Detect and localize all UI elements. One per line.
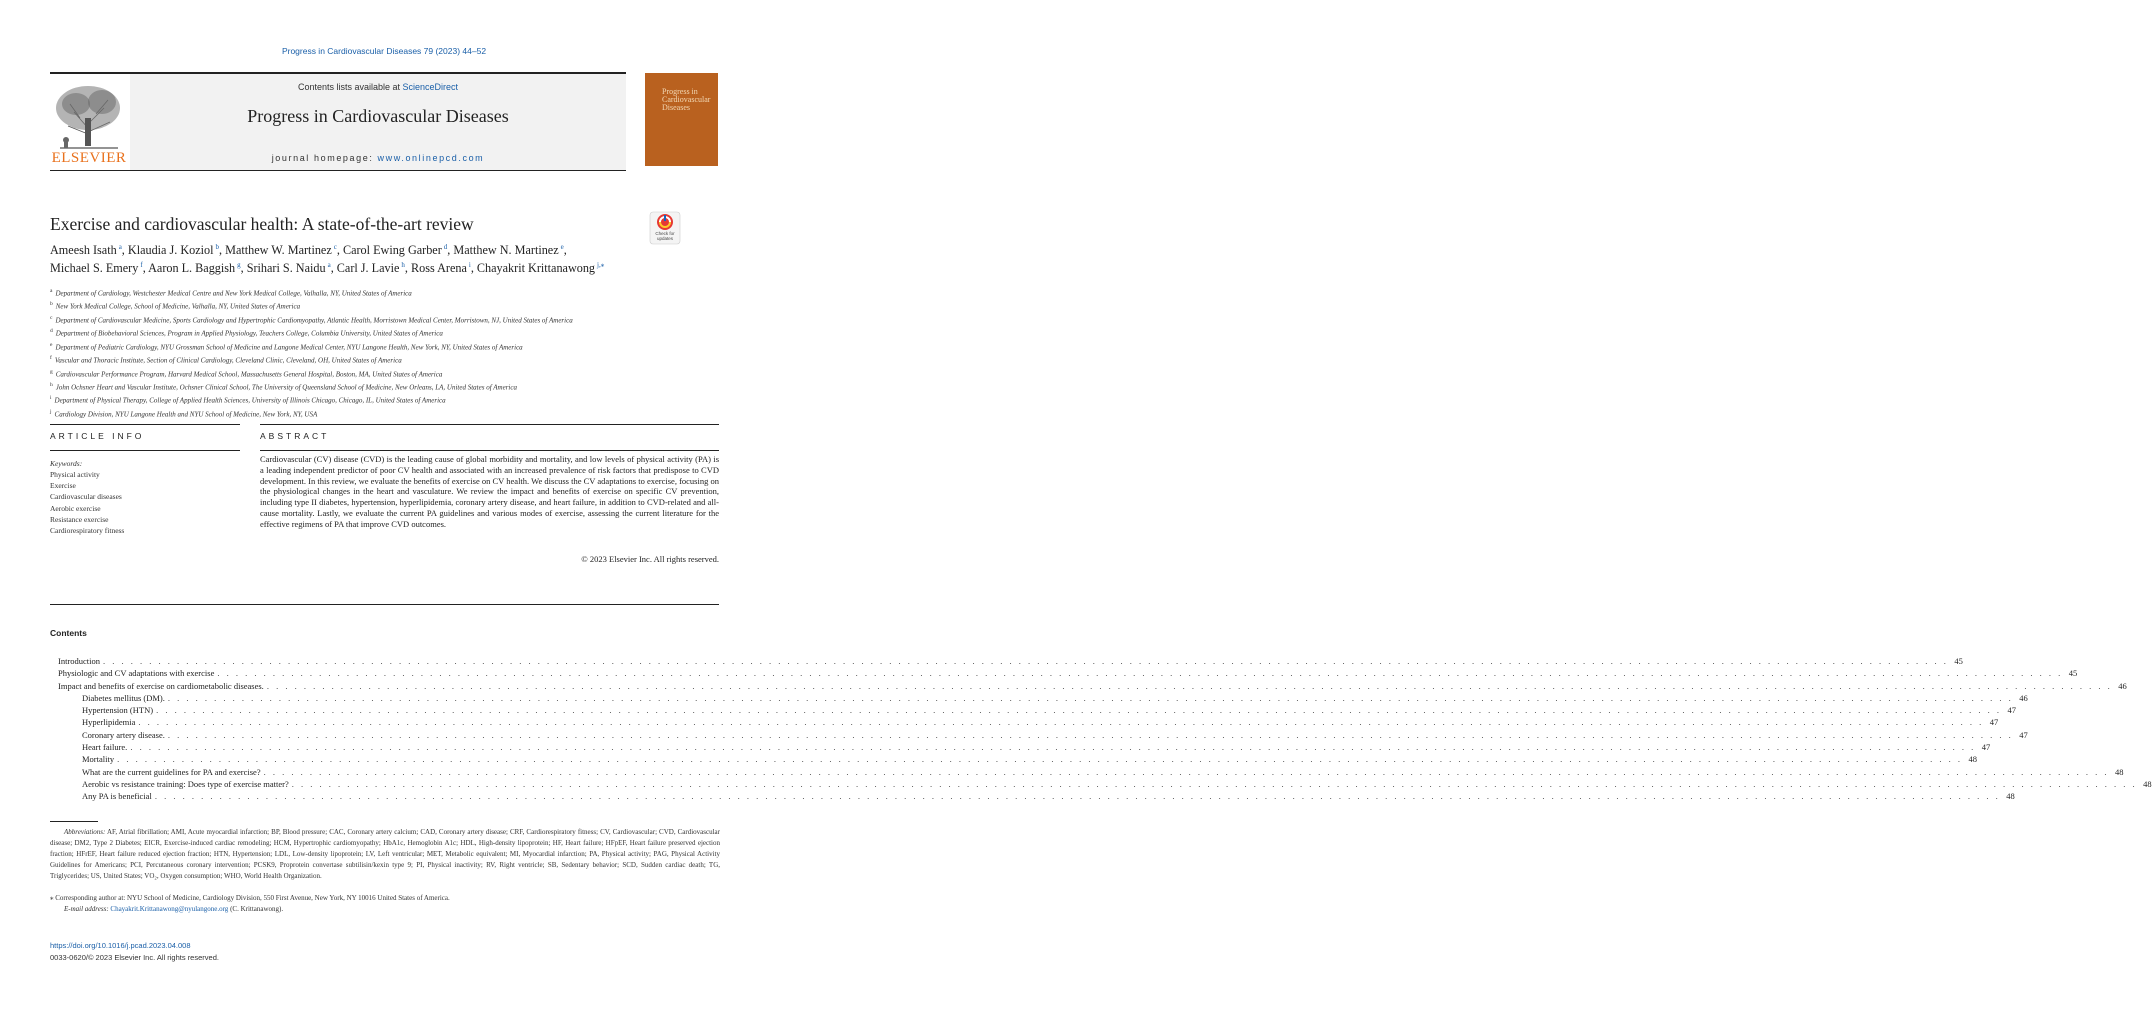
affiliation-item [50, 299, 720, 312]
toc-entry-page: 48 [2143, 778, 2152, 789]
author-name[interactable]: Aaron L. Baggish [148, 261, 236, 276]
toc-entry-label: Any PA is beneficial [82, 791, 152, 802]
author-affiliation-marker[interactable]: h [401, 261, 405, 269]
contents-available-prefix: Contents lists available at [297, 82, 403, 92]
doi-link[interactable]: https://doi.org/10.1016/j.pcad.2023.04.008 [50, 941, 191, 950]
toc-entry[interactable] [58, 729, 2028, 741]
keyword-item: Exercise [50, 481, 76, 491]
toc-leader-dots: . . . . . . . . . . . . . . . . . . . . . . . . . . . . . . . . . . . . . . . . . . . . . . . . . . . . . . . . . . . . . . . . . . . . . . . . . . . . . . . . . . . . . . . . . . . . . . . . . . . . . . . . . . . . . . . . . . . . . . . . . . . . . . . . . . . . . . . . . . . . . . . . . . . . . . . . . . . . . . . . . . . . . . . . . . . . . . . . . . . . . . . . . . . . . . . . . . . . . . . . [167, 729, 2014, 740]
author-separator: , [121, 243, 128, 258]
affiliation-marker: g [50, 368, 53, 375]
toc-entry[interactable] [58, 716, 1999, 728]
affiliation-marker: f [50, 355, 52, 362]
toc-entry-page: 47 [1989, 717, 1999, 728]
affiliation-marker: h [50, 381, 53, 388]
abbreviations-text: AF, Atrial fibrillation; AMI, Acute myocardial infarction; BP, Blood pressure; CAC, Coronary artery calcium; CAD, Coronary artery disease; CRF, Cardiorespiratory fitness; CV, Cardiovascular; CVD, Cardiovascular disease; DM2, Type 2 Diabetes; EICR, Exercise-induced cardiac remodeling; HCM, Hypertrophic cardiomyopathy; HbA1c, Hemoglobin A1c; HDL, High-density lipoprotein; HF, Heart failure; HFpEF, Heart failure preserved ejection fraction; HFrEF, Heart failure reduced ejection fraction; HTN, Hypertension; LDL, Low-density lipoprotein; LV, Left ventricular; MET, Metabolic equivalent; MI, Myocardial infarction; PA, Physical activity; PAG, Physical Activity Guidelines for Americans; PCI, Percutaneous coronary intervention; PCSK9, Proprotein convertase subtilisin/kexin type 9; PI, Physical inactivity; RV, Right ventricle; SB, Sedentary behavior; SCD, Sudden cardiac death; TG, Triglycerides; US, United States; VO₂, Oxygen consumption; WHO, World Health Organization. [50, 828, 720, 881]
toc-leader-dots: . . . . . . . . . . . . . . . . . . . . . . . . . . . . . . . . . . . . . . . . . . . . . . . . . . . . . . . . . . . . . . . . . . . . . . . . . . . . . . . . . . . . . . . . . . . . . . . . . . . . . . . . . . . . . . . . . . . . . . . . . . . . . . . . . . . . . . . . . . . . . . . . . . . . . . . . . . . . . . . . . . . . . . . . . . . . . . . . . . . . . . . . . . . . . . . . . . . . . . . . [103, 656, 1949, 666]
toc-entry-label: Hyperlipidemia [82, 717, 136, 728]
abstract-text: Cardiovascular (CV) disease (CVD) is the leading cause of global morbidity and mortality, and low levels of physical activity (PA) is a leading independent predictor of poor CV health and associated with an increased prevalence of risk factors that predispose to CVD development. In this review, we evaluate the benefits of exercise on CV health. We discuss the CV adaptations to exercise, focusing on the physiological changes in the heart and vasculature. We review the impact and benefits of exercise on specific CV prevention, including type II diabetes, hypertension, hyperlipidemia, coronary artery disease, and heart failure, in addition to CVD-related and all-cause mortality. Lastly, we evaluate the current PA guidelines and various modes of exercise, assessing the current literature for the effective regimens of PA that improve CVD outcomes. [260, 454, 719, 529]
check-for-updates-label [646, 231, 684, 241]
cover-title-line: Progress in [662, 87, 698, 96]
corresponding-author-text: ⁎ Corresponding author at: NYU School of Medicine, Cardiology Division, 550 First Avenue, New York, NY 10016 United States of America. [50, 894, 450, 902]
affiliation-item [50, 313, 720, 326]
check-label-line: Check for [655, 231, 675, 236]
keyword-item: Cardiorespiratory fitness [50, 526, 125, 536]
cover-title-line: Diseases [662, 103, 690, 112]
author-name[interactable]: Michael S. Emery [50, 261, 139, 276]
affiliation-item [50, 353, 720, 366]
author-separator: , [240, 261, 247, 276]
toc-leader-dots: . . . . . . . . . . . . . . . . . . . . . . . . . . . . . . . . . . . . . . . . . . . . . . . . . . . . . . . . . . . . . . . . . . . . . . . . . . . . . . . . . . . . . . . . . . . . . . . . . . . . . . . . . . . . . . . . . . . . . . . . . . . . . . . . . . . . . . . . . . . . . . . . . . . . . . . . . . . . . . . . . . . . . . . . . . . . . . . . . . . . . . . . . . . . . . . . . . . . . . . . [117, 754, 1963, 765]
author-name[interactable]: Matthew N. Martinez [453, 243, 559, 258]
toc-entry[interactable] [58, 766, 2124, 778]
affiliation-marker: e [50, 341, 53, 348]
author-affiliation-marker[interactable]: a [327, 261, 331, 269]
author-name[interactable]: Chayakrit Krittanawong [476, 261, 596, 276]
toc-entry-label: Introduction [58, 656, 101, 666]
author-affiliation-marker[interactable]: c [333, 243, 337, 251]
author-separator: , [219, 243, 226, 258]
toc-leader-dots: . . . . . . . . . . . . . . . . . . . . . . . . . . . . . . . . . . . . . . . . . . . . . . . . . . . . . . . . . . . . . . . . . . . . . . . . . . . . . . . . . . . . . . . . . . . . . . . . . . . . . . . . . . . . . . . . . . . . . . . . . . . . . . . . . . . . . . . . . . . . . . . . . . . . . . . . . . . . . . . . . . . . . . . . . . . . . . . . . . . . . . . . . . . . . . . . . . . . . . . . [138, 717, 1984, 728]
journal-homepage-line [130, 153, 626, 163]
toc-leader-dots: . . . . . . . . . . . . . . . . . . . . . . . . . . . . . . . . . . . . . . . . . . . . . . . . . . . . . . . . . . . . . . . . . . . . . . . . . . . . . . . . . . . . . . . . . . . . . . . . . . . . . . . . . . . . . . . . . . . . . . . . . . . . . . . . . . . . . . . . . . . . . . . . . . . . . . . . . . . . . . . . . . . . . . . . . . . . . . . . . . . . . . . . . . . . . . . . . . . . . . . . [291, 778, 2138, 789]
affiliation-item [50, 393, 720, 406]
contents-top-rule [50, 604, 719, 605]
author-affiliation-marker[interactable]: f [140, 261, 143, 269]
journal-title: Progress in Cardiovascular Diseases [247, 106, 509, 126]
toc-entry[interactable] [58, 790, 2015, 802]
author-name[interactable]: Carl J. Lavie [336, 261, 400, 276]
author-list-line-1 [50, 243, 567, 258]
affiliation-item [50, 286, 720, 299]
homepage-link[interactable]: www.onlinepcd.com [377, 153, 485, 163]
footnote-rule [50, 821, 98, 822]
article-info-under-rule [50, 450, 240, 451]
author-separator: , [470, 261, 477, 276]
keyword-item: Aerobic exercise [50, 503, 101, 513]
toc-entry-label: Aerobic vs resistance training: Does type of exercise matter? [82, 778, 289, 789]
header-top-rule [50, 72, 626, 74]
affiliation-item [50, 340, 720, 353]
affiliation-marker: c [50, 314, 53, 321]
article-info-rule [50, 424, 240, 425]
homepage-prefix: journal homepage: [271, 153, 378, 163]
check-label-line: updates [656, 236, 673, 241]
author-name[interactable]: Klaudia J. Koziol [127, 243, 214, 258]
toc-entry[interactable] [58, 680, 2127, 692]
author-affiliation-marker[interactable]: e [560, 243, 564, 251]
toc-entry-label: Heart failure. [82, 742, 128, 753]
author-affiliation-marker[interactable]: d [443, 243, 448, 251]
email-link[interactable]: Chayakrit.Krittanawong@nyulangone.org [110, 905, 229, 914]
toc-entry-label: Impact and benefits of exercise on cardiometabolic diseases. [58, 680, 264, 691]
affiliation-text: Department of Cardiology, Westchester Medical Centre and New York Medical College, Valhalla, NY, United States of America [55, 289, 412, 298]
issn-copyright: 0033-0620/© 2023 Elsevier Inc. All rights reserved. [50, 953, 219, 962]
author-list-line-2 [50, 261, 604, 276]
abstract-under-rule [260, 450, 719, 451]
affiliation-item [50, 380, 720, 393]
author-separator: , [142, 261, 149, 276]
journal-reference-link[interactable]: Progress in Cardiovascular Diseases 79 (2023) 44–52 [281, 46, 487, 56]
abbreviations-label: Abbreviations: [64, 828, 106, 836]
author-affiliation-marker[interactable]: a [118, 243, 122, 251]
toc-entry-label: What are the current guidelines for PA and exercise? [82, 766, 261, 777]
toc-entry-label: Diabetes mellitus (DM). [82, 692, 165, 703]
affiliation-text: Cardiovascular Performance Program, Harvard Medical School, Massachusetts General Hospital, Boston, MA, United States of America [55, 369, 443, 378]
affiliation-marker: b [50, 301, 53, 308]
toc-entry-page: 45 [2068, 668, 2078, 679]
affiliation-text: Vascular and Thoracic Institute, Section of Clinical Cardiology, Cleveland Clinic, Cleveland, OH, United States of America [54, 356, 402, 365]
toc-entry[interactable] [58, 704, 2016, 716]
toc-entry-page: 47 [1981, 742, 1991, 753]
affiliations-list [50, 286, 720, 420]
keyword-item: Resistance exercise [50, 514, 109, 524]
toc-entry-page: 46 [2118, 680, 2127, 691]
toc-entry[interactable] [58, 778, 2152, 790]
toc-entry[interactable] [58, 655, 1963, 667]
toc-entry-page: 47 [2007, 705, 2016, 716]
affiliation-marker: a [50, 288, 53, 294]
contents-available-line [130, 82, 626, 92]
toc-entry-label: Physiologic and CV adaptations with exercise [58, 668, 215, 679]
toc-entry-page: 48 [2114, 766, 2124, 777]
toc-leader-dots: . . . . . . . . . . . . . . . . . . . . . . . . . . . . . . . . . . . . . . . . . . . . . . . . . . . . . . . . . . . . . . . . . . . . . . . . . . . . . . . . . . . . . . . . . . . . . . . . . . . . . . . . . . . . . . . . . . . . . . . . . . . . . . . . . . . . . . . . . . . . . . . . . . . . . . . . . . . . . . . . . . . . . . . . . . . . . . . . . . . . . . . . . . . . . . . . . . . . . . . . [167, 692, 2014, 703]
toc-entry-label: Hypertension (HTN) [82, 705, 154, 716]
cover-title-line: Cardiovascular [662, 95, 711, 104]
affiliation-marker: d [50, 328, 53, 335]
author-separator: , [336, 243, 343, 258]
affiliation-text: Department of Pediatric Cardiology, NYU Grossman School of Medicine and Langone Medical Center, NYU Langone Health, New York, NY, United States of America [55, 343, 523, 352]
affiliation-item [50, 367, 720, 380]
toc-entry-page: 48 [2006, 791, 2015, 802]
corresponding-author-footnote [50, 893, 720, 915]
toc-entry-page: 47 [2019, 729, 2028, 740]
author-separator: , [330, 261, 337, 276]
toc-entry-label: Mortality [82, 754, 115, 765]
toc-leader-dots: . . . . . . . . . . . . . . . . . . . . . . . . . . . . . . . . . . . . . . . . . . . . . . . . . . . . . . . . . . . . . . . . . . . . . . . . . . . . . . . . . . . . . . . . . . . . . . . . . . . . . . . . . . . . . . . . . . . . . . . . . . . . . . . . . . . . . . . . . . . . . . . . . . . . . . . . . . . . . . . . . . . . . . . . . . . . . . . . . . . . . . . . . . . . . . . . . . . . . . . . [156, 705, 2002, 716]
abbreviations-footnote [50, 827, 720, 882]
keywords-list [50, 469, 124, 536]
article-title: Exercise and cardiovascular health: A state-of-the-art review [50, 214, 474, 234]
toc-entry[interactable] [58, 667, 2078, 679]
author-affiliation-marker[interactable]: j,⁎ [597, 261, 605, 269]
toc-entry[interactable] [58, 692, 2028, 704]
affiliation-item [50, 407, 720, 420]
toc-entry-label: Coronary artery disease. [82, 729, 165, 740]
toc-entry-page: 48 [1968, 754, 1977, 765]
toc-entry-page: 46 [2019, 692, 2028, 703]
affiliation-text: Department of Biobehavioral Sciences, Program in Applied Physiology, Teachers College, Columbia University, United States of America [55, 329, 443, 338]
abstract-rule [260, 424, 719, 425]
affiliation-text: New York Medical College, School of Medicine, Valhalla, NY, United States of America [55, 302, 301, 311]
keywords-label: Keywords: [50, 459, 83, 468]
sciencedirect-link[interactable]: ScienceDirect [402, 82, 459, 92]
author-separator: , [563, 243, 567, 258]
affiliation-text: Department of Physical Therapy, College of Applied Health Sciences, University of Illinois Chicago, Chicago, IL, United States of America [54, 396, 446, 405]
toc-entry[interactable] [58, 741, 1991, 753]
affiliation-text: John Ochsner Heart and Vascular Institute, Ochsner Clinical School, The University of Queensland School of Medicine, New Orleans, LA, United States of America [55, 383, 517, 392]
toc-entry-page: 45 [1954, 656, 1963, 666]
author-name[interactable]: Matthew W. Martinez [225, 243, 332, 258]
affiliation-text: Department of Cardiovascular Medicine, Sports Cardiology and Hypertrophic Cardiomyopathy, Atlantic Health, Morristown Medical Center, Morristown, NJ, United States of America [55, 316, 573, 325]
author-separator: , [404, 261, 411, 276]
cover-title [662, 88, 718, 112]
author-separator: , [447, 243, 454, 258]
author-name[interactable]: Srihari S. Naidu [246, 261, 326, 276]
abstract-heading: ABSTRACT [260, 431, 330, 441]
email-suffix: (C. Krittanawong). [228, 905, 284, 914]
toc-leader-dots: . . . . . . . . . . . . . . . . . . . . . . . . . . . . . . . . . . . . . . . . . . . . . . . . . . . . . . . . . . . . . . . . . . . . . . . . . . . . . . . . . . . . . . . . . . . . . . . . . . . . . . . . . . . . . . . . . . . . . . . . . . . . . . . . . . . . . . . . . . . . . . . . . . . . . . . . . . . . . . . . . . . . . . . . . . . . . . . . . . . . . . . . . . . . . . . . . . . . . . . . [266, 680, 2113, 691]
contents-heading: Contents [50, 628, 87, 638]
affiliation-marker: j [50, 408, 52, 415]
toc-leader-dots: . . . . . . . . . . . . . . . . . . . . . . . . . . . . . . . . . . . . . . . . . . . . . . . . . . . . . . . . . . . . . . . . . . . . . . . . . . . . . . . . . . . . . . . . . . . . . . . . . . . . . . . . . . . . . . . . . . . . . . . . . . . . . . . . . . . . . . . . . . . . . . . . . . . . . . . . . . . . . . . . . . . . . . . . . . . . . . . . . . . . . . . . . . . . . . . . . . . . . . . . [263, 766, 2109, 777]
elsevier-wordmark: ELSEVIER [51, 150, 127, 166]
author-affiliation-marker[interactable]: i [468, 261, 471, 269]
article-info-heading: ARTICLE INFO [50, 431, 145, 441]
email-label: E-mail address: [64, 905, 111, 914]
toc-leader-dots: . . . . . . . . . . . . . . . . . . . . . . . . . . . . . . . . . . . . . . . . . . . . . . . . . . . . . . . . . . . . . . . . . . . . . . . . . . . . . . . . . . . . . . . . . . . . . . . . . . . . . . . . . . . . . . . . . . . . . . . . . . . . . . . . . . . . . . . . . . . . . . . . . . . . . . . . . . . . . . . . . . . . . . . . . . . . . . . . . . . . . . . . . . . . . . . . . . . . . . . . [154, 791, 2001, 802]
affiliation-marker: i [50, 395, 52, 402]
author-name[interactable]: Carol Ewing Garber [342, 243, 442, 258]
affiliation-text: Cardiology Division, NYU Langone Health and NYU School of Medicine, New York, NY, USA [54, 410, 318, 419]
keyword-item: Cardiovascular diseases [50, 492, 122, 502]
affiliation-item [50, 326, 720, 339]
keyword-item: Physical activity [50, 470, 100, 479]
author-name[interactable]: Ameesh Isath [50, 243, 117, 258]
toc-entry[interactable] [58, 753, 1977, 765]
author-affiliation-marker[interactable]: b [215, 243, 220, 251]
header-bottom-rule [50, 170, 626, 171]
toc-leader-dots: . . . . . . . . . . . . . . . . . . . . . . . . . . . . . . . . . . . . . . . . . . . . . . . . . . . . . . . . . . . . . . . . . . . . . . . . . . . . . . . . . . . . . . . . . . . . . . . . . . . . . . . . . . . . . . . . . . . . . . . . . . . . . . . . . . . . . . . . . . . . . . . . . . . . . . . . . . . . . . . . . . . . . . . . . . . . . . . . . . . . . . . . . . . . . . . . . . . . . . . . [217, 668, 2063, 679]
author-affiliation-marker[interactable]: g [237, 261, 241, 269]
author-name[interactable]: Ross Arena [411, 261, 467, 276]
abstract-copyright: © 2023 Elsevier Inc. All rights reserved. [581, 554, 719, 564]
toc-leader-dots: . . . . . . . . . . . . . . . . . . . . . . . . . . . . . . . . . . . . . . . . . . . . . . . . . . . . . . . . . . . . . . . . . . . . . . . . . . . . . . . . . . . . . . . . . . . . . . . . . . . . . . . . . . . . . . . . . . . . . . . . . . . . . . . . . . . . . . . . . . . . . . . . . . . . . . . . . . . . . . . . . . . . . . . . . . . . . . . . . . . . . . . . . . . . . . . . . . . . . . . . [130, 742, 1976, 753]
table-of-contents [58, 655, 2152, 803]
